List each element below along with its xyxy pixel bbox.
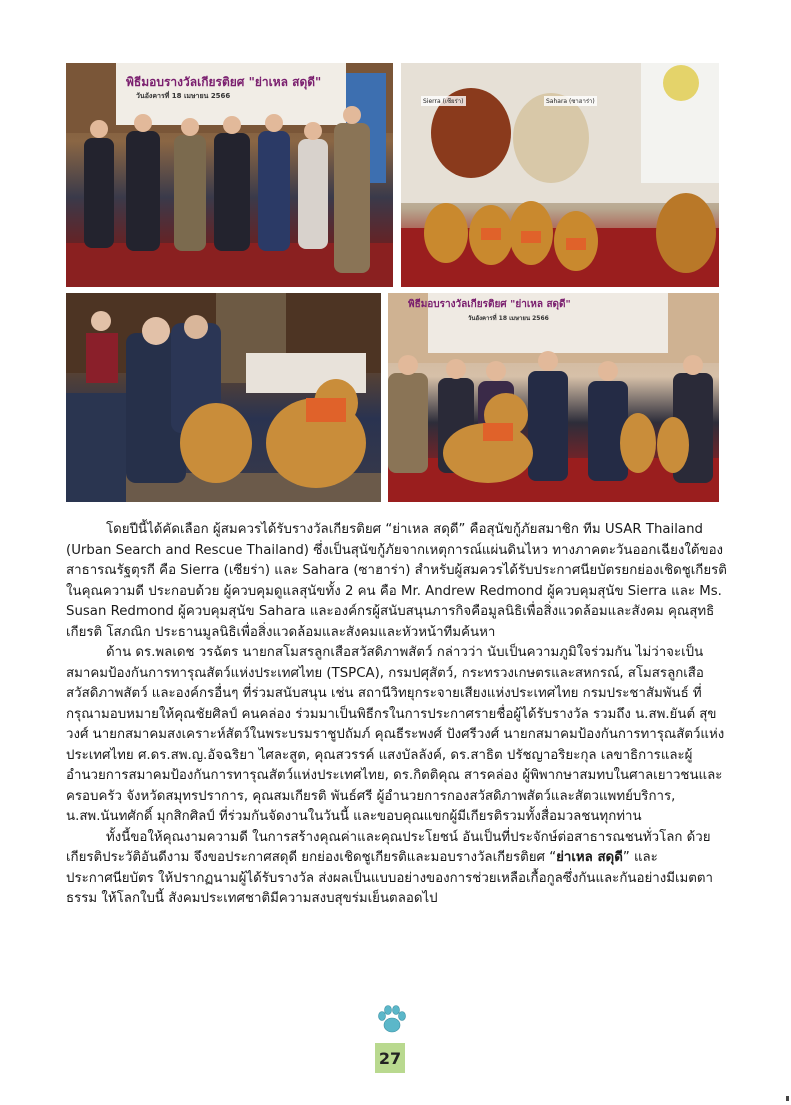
corner-crop-mark	[786, 1096, 789, 1101]
page-number	[375, 1043, 405, 1073]
ceremony-group-photo	[66, 63, 393, 287]
group-with-dogs-scene	[388, 293, 719, 502]
group-banner-title: พิธีมอบรางวัลเกียรติยศ "ย่าเหล สดุดี"	[408, 299, 571, 310]
award-name-emphasis: ย่าเหล สดุดี	[556, 850, 623, 865]
group-with-dogs-photo	[388, 293, 719, 502]
article-paragraph-3-end: ” และประกาศนียบัตร ให้ปรากฏนามผู้ได้รับรางวัล ส่งผลเป็นแบบอย่างของการช่วยเหลือเกื้อกูลซึ่งกันและกันอย่างมีเมตตาธรรม ให้โลกใบนี้ สังคมประเทศชาติมีความสงบสุขร่มเย็นตลอดไป	[66, 850, 714, 906]
article-paragraph-3	[66, 828, 728, 910]
handlers-with-dogs-scene	[66, 293, 381, 502]
article-paragraph-2: ด้าน ดร.พลเดช วรฉัตร นายกสโมสรลูกเสือสวัสดิภาพสัตว์ กล่าวว่า นับเป็นความภูมิใจร่วมกัน ไม่ว่าจะเป็นสมาคมป้องกันการทารุณสัตว์แห่งประเทศไทย (TSPCA), กรมปศุสัตว์, กระทรวงเกษตรและสหกรณ์, สโมสรลูกเสือสวัสดิภาพสัตว์ และองค์กรอื่นๆ ที่ร่วมสนับสนุน เช่น สถานีวิทยุกระจายเสียงแห่งประเทศไทย กรมประชาสัมพันธ์ ที่กรุณามอบหมายให้คุณชัยศิลป์ คนคล่อง ร่วมมาเป็นพิธีกรในการประกาศรายชื่อผู้ได้รับรางวัล รวมถึง น.สพ.ยันต์ สุขวงศ์ นายกสมาคมสงเคราะห์สัตว์ในพระบรมราชูปถัมภ์ คุณธีระพงศ์ ปังศรีวงศ์ นายกสมาคมป้องกันการทารุณสัตว์แห่งประเทศไทย ศ.ดร.สพ.ญ.อัจฉริยา ไศละสูต, คุณสวรรค์ แสงบัลลังค์, ดร.สาธิต ปรัชญาอริยะกุล เลขาธิการและผู้อำนวยการสมาคมป้องกันการทารุณสัตว์แห่งประเทศไทย, ดร.กิตติคุณ สารคล่อง ผู้พิพากษาสมทบในศาลเยาวชนและครอบครัว จังหวัดสมุทรปราการ, คุณสมเกียรติ พันธ์ศรี ผู้อำนวยการกองสวัสดิภาพสัตว์และสัตวแพทย์บริการ, น.สพ.นันทศักดิ์ มุกสิกศิลป์ ที่ร่วมกันจัดงานในวันนี้ และขอบคุณแขกผู้มีเกียรติรวมทั้งสื่อมวลชนทุกท่าน	[66, 645, 725, 824]
ceremony-banner-date: วันอังคารที่ 18 เมษายน 2566	[136, 92, 231, 100]
sierra-portrait-label: Sierra (เซียร่า)	[423, 98, 464, 105]
paw-print-icon	[375, 1003, 409, 1035]
article-body	[66, 520, 728, 910]
rescue-dogs-photo	[401, 63, 719, 287]
group-banner-date: วันอังคารที่ 18 เมษายน 2566	[468, 315, 549, 322]
article-paragraph-3-start: ทั้งนี้ขอให้คุณงามความดี ในการสร้างคุณค่าและคุณประโยชน์ อันเป็นที่ประจักษ์ต่อสาธารณชนทั่วโลก ด้วยเกียรติประวัติอันดีงาม จึงขอประกาศสดุดี ยกย่องเชิดชูเกียรติและมอบรางวัลเกียรติยศ “	[66, 829, 711, 865]
article-paragraph-1: โดยปีนี้ได้คัดเลือก ผู้สมควรได้รับรางวัลเกียรติยศ “ย่าเหล สดุดี” คือสุนัขกู้ภัยสมาชิก ทีม USAR Thailand (Urban Search and Rescue Thailand) ซึ่งเป็นสุนัขกู้ภัยจากเหตุการณ์แผ่นดินไหว ทางภาคตะวันออกเฉียงใต้ของสาธารณรัฐตุรกี คือ Sierra (เซียร่า) และ Sahara (ซาฮาร่า) สำหรับผู้สมควรได้รับประกาศนียบัตรยกย่องเชิดชูเกียรติ ในคุณความดี ประกอบด้วย ผู้ควบคุมดูแลสุนัขทั้ง 2 คน คือ Mr. Andrew Redmond ผู้ควบคุมสุนัข Sierra และ Ms. Susan Redmond ผู้ควบคุมสุนัข Sahara และองค์กรผู้สนับสนุนภารกิจคือมูลนิธิเพื่อสิ่งแวดล้อมและสังคม คุณสุทธิเกียรติ โสภณิก ประธานมูลนิธิเพื่อสิ่งแวดล้อมและสังคมและหัวหน้าทีมค้นหา	[66, 522, 727, 640]
page-number-text: 27	[378, 1048, 402, 1068]
sahara-portrait-label: Sahara (ซาฮาร่า)	[546, 98, 595, 105]
ceremony-banner-title: พิธีมอบรางวัลเกียรติยศ "ย่าเหล สดุดี"	[126, 75, 322, 89]
handlers-with-dogs-photo	[66, 293, 381, 502]
